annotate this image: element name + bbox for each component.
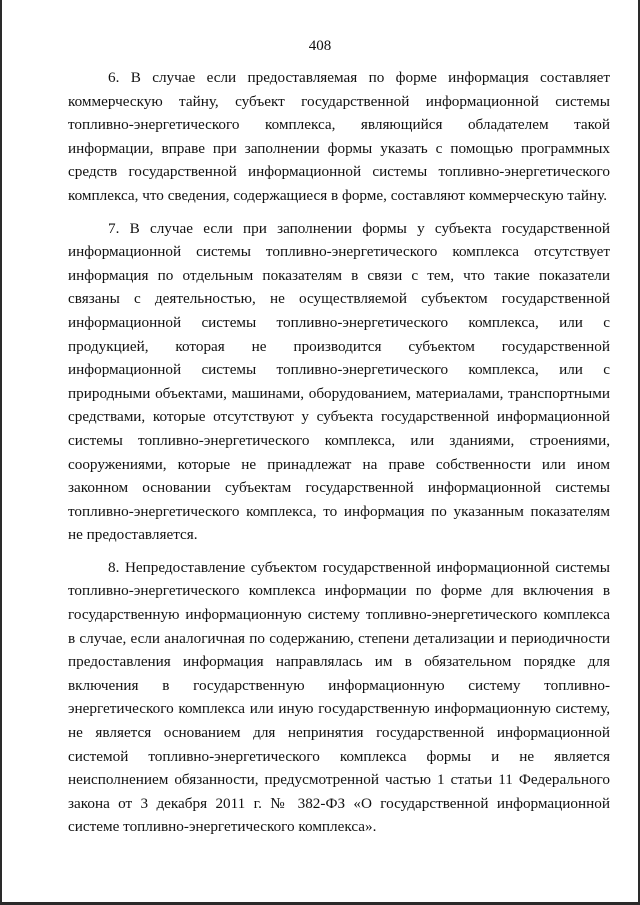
paragraph-7: 7. В случае если при заполнении формы у субъекта государственной информационной системы топливно-энергетического комплекса отсутствует информация по отдельным показателям в связи с тем, что такие показатели связаны с деятельностью, не осуществляемой субъектом государственной информационной системы топливно-энергетического комплекса, или с продукцией, которая не производится субъектом государственной информационной системы топливно-энергетического комплекса, или с природными объектами, машинами, оборудованием, материалами, транспортными средствами, которые отсутствуют у субъекта государственной информационной системы топливно-энергетического комплекса, или зданиями, строениями, сооружениями, которые не принадлежат на праве собственности или ином законном основании субъектам государственной информационной системы топливно-энергетического комплекса, то информация по указанным показателям не предоставляется. (68, 219, 610, 544)
paragraph-6: 6. В случае если предоставляемая по форме информация составляет коммерческую тайну, субъект государственной информационной системы топливно-энергетического комплекса, являющийся обладателем такой информации, вправе при заполнении формы указать с помощью программных средств государственной информационной системы топливно-энергетического комплекса, что сведения, содержащиеся в форме, составляют коммерческую тайну. (68, 69, 610, 204)
scan-edge-left (0, 0, 2, 905)
paragraph-8: 8. Непредоставление субъектом государственной информационной системы топливно-энергетического комплекса информации по форме для включения в государственную информационную систему топливно-энергетического комплекса в случае, если аналогичная по содержанию, степени детализации и периодичности предоставления информация направлялась им в обязательном порядке для включения в государственную информационную систему топливно-энергетического комплекса или иную государственную информационную систему, не является основанием для непринятия государственной информационной системой топливно-энергетического комплекса формы и не является неисполнением обязанности, предусмотренной частью 1 статьи 11 Федерального закона от 3 декабря 2011 г. № 382-ФЗ «О государственной информационной системе топливно-энергетического комплекса». (68, 558, 610, 836)
document-body (68, 66, 610, 848)
page-number: 408 (308, 38, 332, 54)
